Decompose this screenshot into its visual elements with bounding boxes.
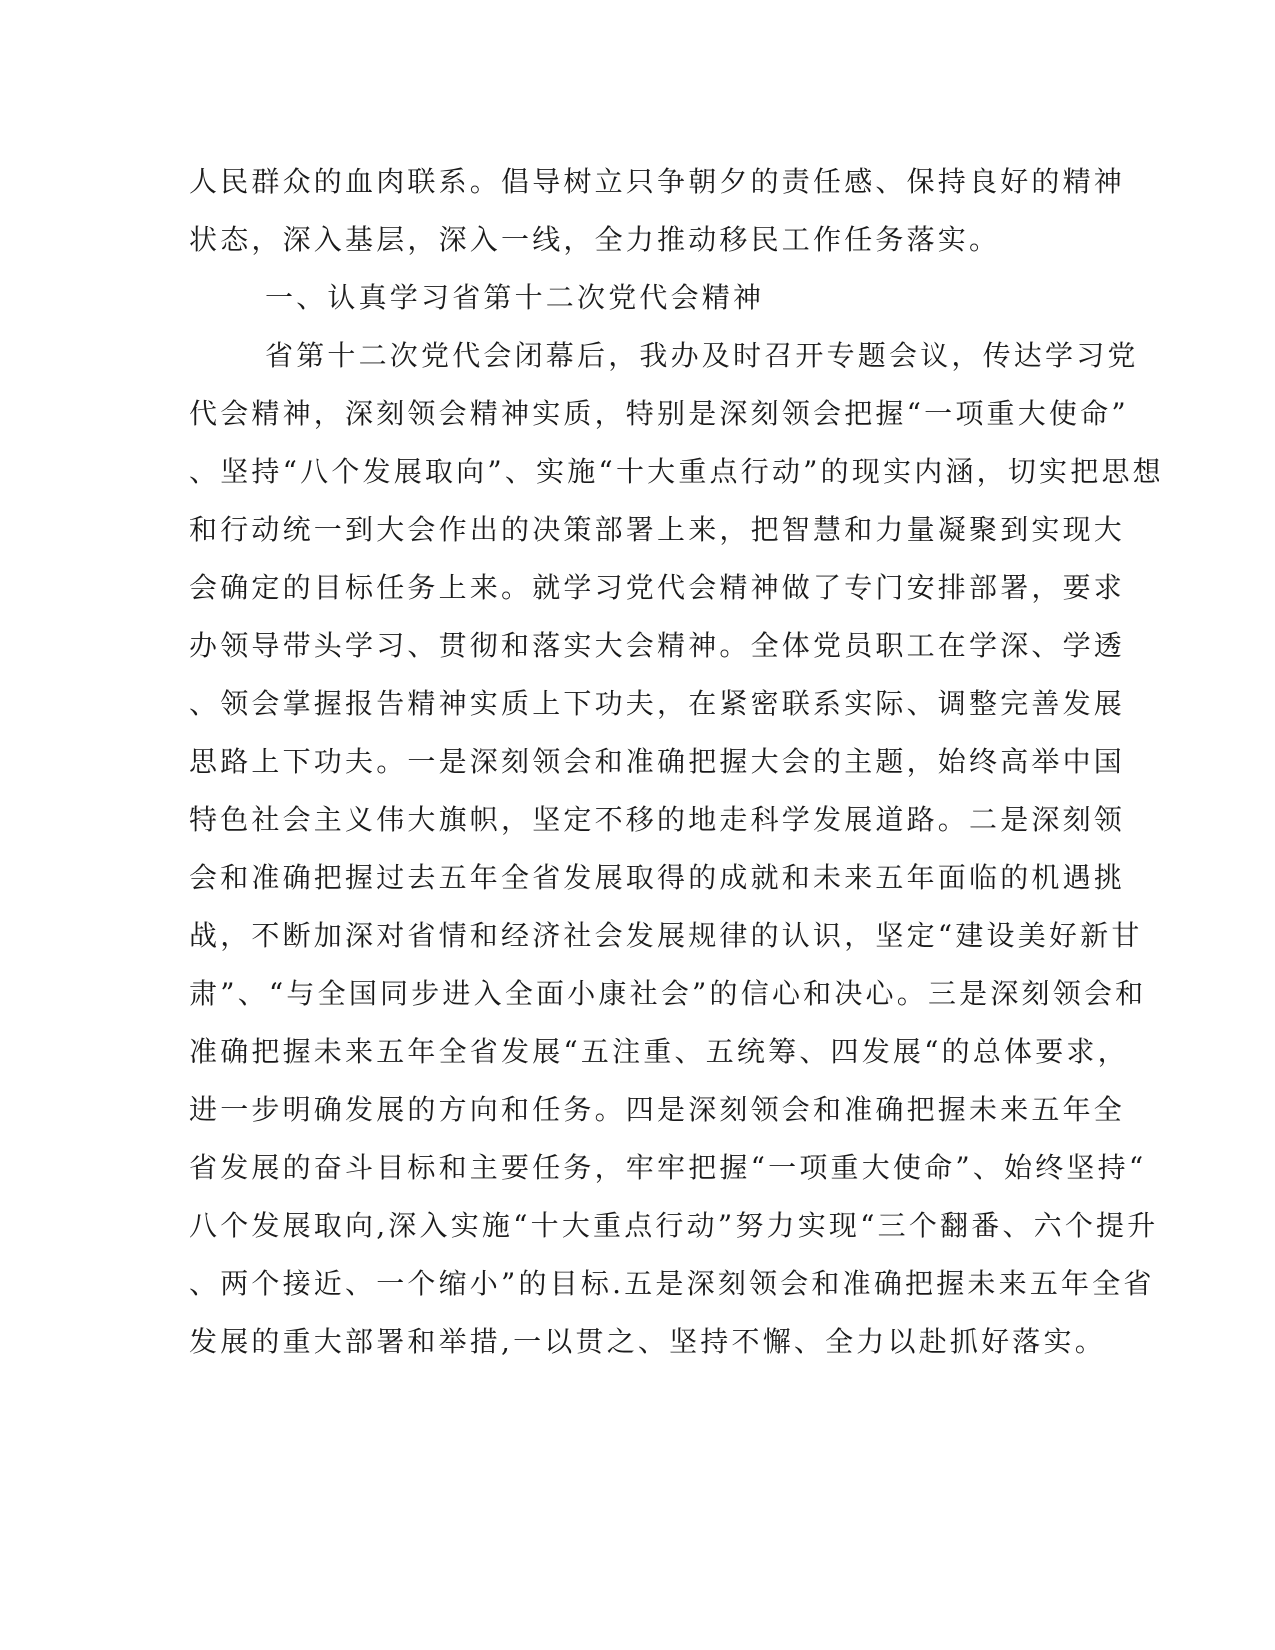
- paragraph-line-4: 省第十二次党代会闭幕后，我办及时召开专题会议，传达学习党: [265, 339, 1139, 372]
- paragraph-line-8: 会确定的目标任务上来。就学习党代会精神做了专门安排部署，要求: [189, 571, 1126, 604]
- paragraph-line-20: 、两个接近、一个缩小”的目标.五是深刻领会和准确把握未来五年全省: [189, 1267, 1155, 1300]
- paragraph-line-5: 代会精神，深刻领会精神实质，特别是深刻领会把握“一项重大使命”: [189, 397, 1129, 430]
- paragraph-line-6: 、坚持“八个发展取向”、实施“十大重点行动”的现实内涵，切实把思想: [189, 455, 1164, 488]
- paragraph-line-2: 状态，深入基层，深入一线，全力推动移民工作任务落实。: [189, 223, 1001, 256]
- paragraph-line-7: 和行动统一到大会作出的决策部署上来，把智慧和力量凝聚到实现大: [189, 513, 1126, 546]
- section-heading: 一、认真学习省第十二次党代会精神: [265, 281, 765, 314]
- paragraph-line-14: 战，不断加深对省情和经济社会发展规律的认识，坚定“建设美好新甘: [189, 919, 1143, 952]
- paragraph-line-16: 准确把握未来五年全省发展“五注重、五统筹、四发展“的总体要求，: [189, 1035, 1129, 1068]
- paragraph-line-15: 肃”、“与全国同步进入全面小康社会”的信心和决心。三是深刻领会和: [189, 977, 1147, 1010]
- paragraph-line-17: 进一步明确发展的方向和任务。四是深刻领会和准确把握未来五年全: [189, 1093, 1126, 1126]
- paragraph-line-18: 省发展的奋斗目标和主要任务，牢牢把握“一项重大使命”、始终坚持“: [189, 1151, 1147, 1184]
- paragraph-line-9: 办领导带头学习、贯彻和落实大会精神。全体党员职工在学深、学透: [189, 629, 1126, 662]
- paragraph-line-21: 发展的重大部署和举措,一以贯之、坚持不懈、全力以赴抓好落实。: [189, 1325, 1106, 1358]
- paragraph-line-12: 特色社会主义伟大旗帜，坚定不移的地走科学发展道路。二是深刻领: [189, 803, 1126, 836]
- paragraph-line-11: 思路上下功夫。一是深刻领会和准确把握大会的主题，始终高举中国: [189, 745, 1126, 778]
- paragraph-line-13: 会和准确把握过去五年全省发展取得的成就和未来五年面临的机遇挑: [189, 861, 1126, 894]
- paragraph-line-1: 人民群众的血肉联系。倡导树立只争朝夕的责任感、保持良好的精神: [189, 165, 1126, 198]
- paragraph-line-10: 、领会掌握报告精神实质上下功夫，在紧密联系实际、调整完善发展: [189, 687, 1126, 720]
- paragraph-line-19: 八个发展取向,深入实施“十大重点行动”努力实现“三个翻番、六个提升: [189, 1209, 1159, 1242]
